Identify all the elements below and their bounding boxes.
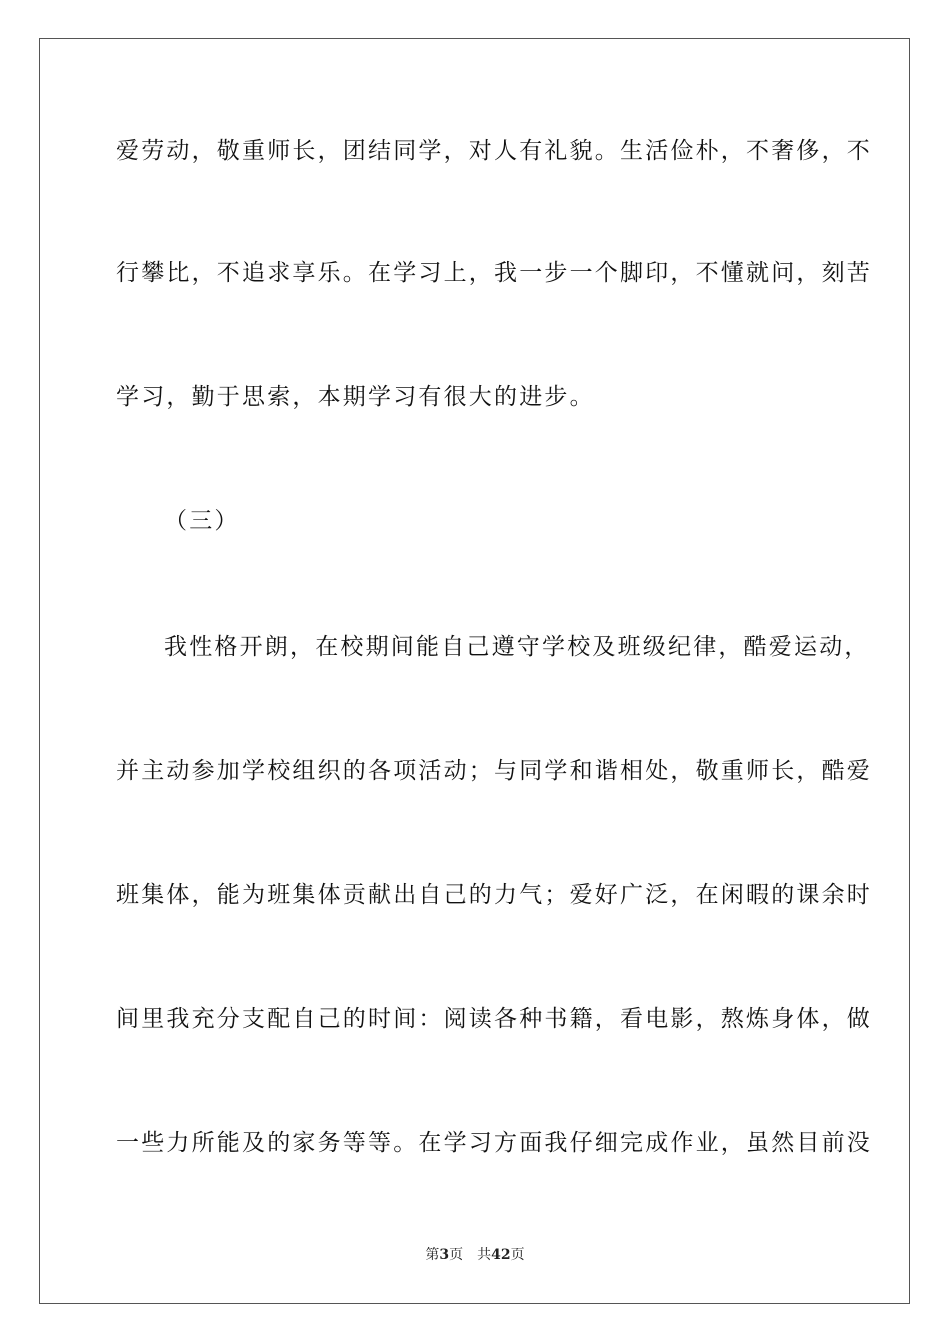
page-border [39, 38, 910, 1304]
total-suffix: 页 [510, 1247, 525, 1263]
page-number: 3 [439, 1247, 450, 1263]
body-text-line: 一些力所能及的家务等等。在学习方面我仔细完成作业，虽然目前没 [116, 1130, 872, 1156]
body-text-line: 爱劳动，敬重师长，团结同学，对人有礼貌。生活俭朴，不奢侈，不 [116, 138, 872, 164]
body-text-line: 并主动参加学校组织的各项活动；与同学和谐相处，敬重师长，酷爱 [116, 758, 872, 784]
body-text-line: 我性格开朗，在校期间能自己遵守学校及班级纪律，酷爱运动， [164, 634, 870, 660]
page-suffix: 页 [449, 1247, 464, 1263]
total-prefix: 共 [477, 1247, 492, 1263]
section-heading: （三） [164, 508, 240, 534]
body-text-line: 间里我充分支配自己的时间：阅读各种书籍，看电影，熬炼身体，做 [116, 1006, 872, 1032]
body-text-line: 行攀比，不追求享乐。在学习上，我一步一个脚印，不懂就问，刻苦 [116, 260, 872, 286]
body-text-line: 班集体，能为班集体贡献出自己的力气；爱好广泛，在闲暇的课余时 [116, 882, 872, 908]
body-text-line: 学习，勤于思索，本期学习有很大的进步。 [116, 384, 595, 410]
total-pages: 42 [491, 1247, 511, 1263]
page-prefix: 第 [425, 1247, 440, 1263]
page-footer [0, 1245, 950, 1265]
